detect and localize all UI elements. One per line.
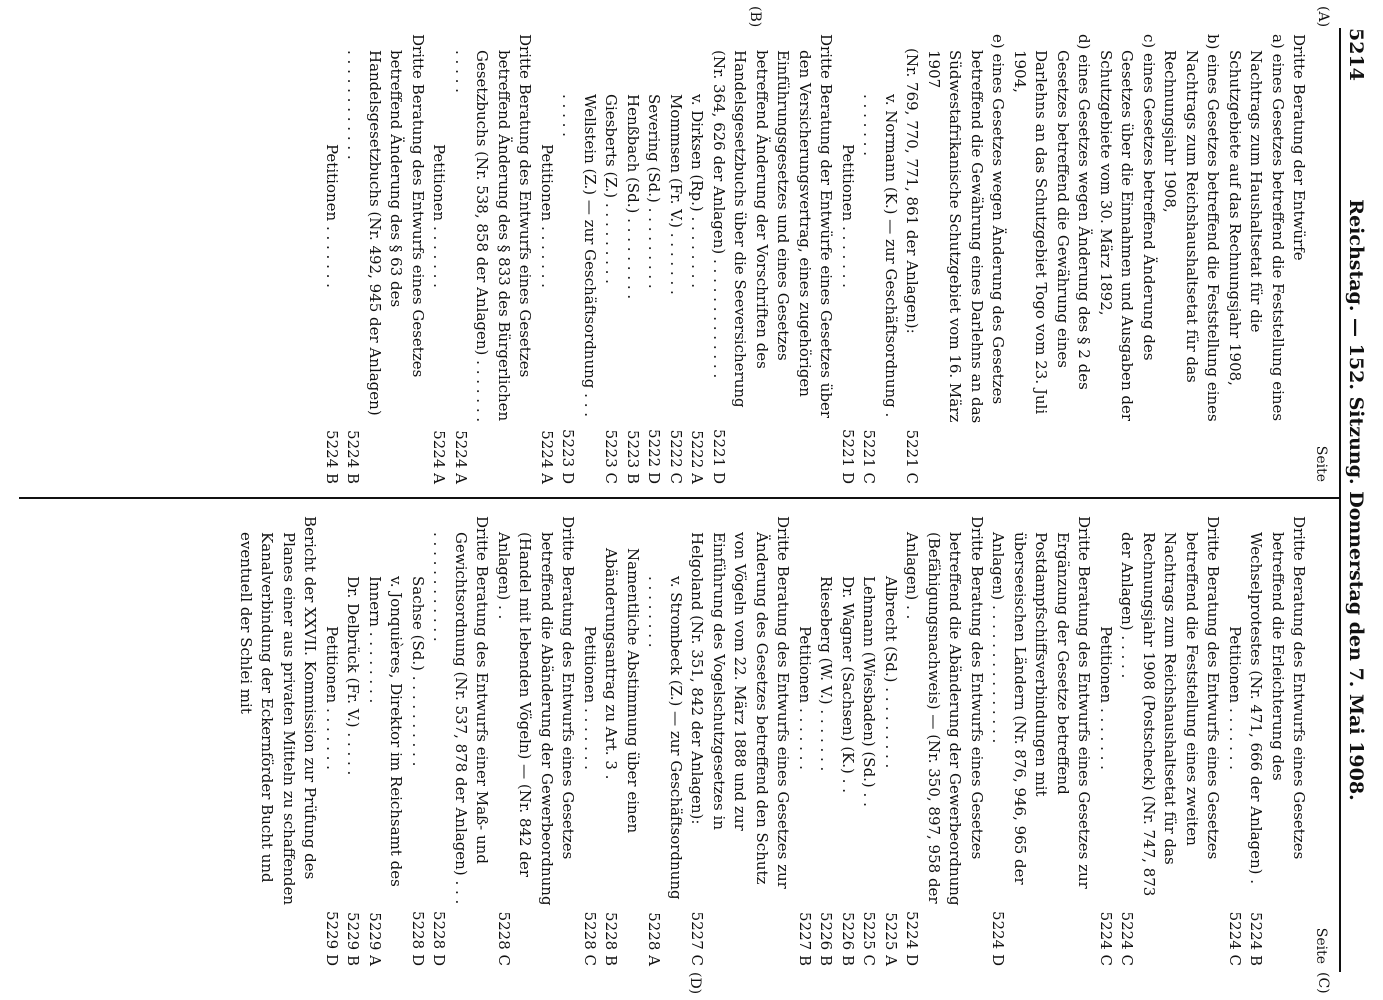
toc-entry-text: Dritte Beratung des Entwurfs eines Gesetzes betreffend die Abänderung der Gewerbeordnung (Handel mit lebenden Vögeln) — (Nr. 842 der Anlagen) . . bbox=[495, 516, 578, 906]
toc-entry-text: Petitionen . . . . . . . bbox=[323, 626, 341, 770]
toc-entry-text: d) eines Gesetzes wegen Änderung des § 2 des Gesetzes betreffend die Gewährung eines Darlehns an das Schutzgebiet Togo vom 23. Juli 1904, bbox=[1011, 34, 1094, 415]
toc-entry bbox=[880, 516, 902, 966]
margin-letter-b: (B) bbox=[747, 6, 763, 28]
toc-entry bbox=[622, 34, 644, 484]
toc-entry bbox=[536, 34, 558, 484]
toc-entry-text: Petitionen . . . . . . . bbox=[796, 626, 814, 770]
toc-entry bbox=[643, 34, 665, 484]
toc-entry-text: Dritte Beratung des Entwurfs eines Gesetzes zur Ergänzung der Gesetze betreffend Postdampfschiffsverbindungen mit überseeischen Ländern (Nr. 876, 946, 965 der Anlagen) . . . . . . . . . . . . . . . bbox=[989, 516, 1094, 889]
right-entries bbox=[235, 516, 1310, 966]
toc-entry bbox=[815, 516, 837, 966]
toc-page-ref: 5224 A bbox=[452, 430, 470, 484]
toc-entry bbox=[837, 516, 859, 966]
toc-entry bbox=[407, 516, 429, 966]
toc-page-ref: 5224 B bbox=[1247, 912, 1266, 966]
toc-entry-text: Dritte Beratung des Entwurfs eines Gesetzes betreffend Änderung des § 63 des Handelsgesetzbuchs (Nr. 492, 945 der Anlagen) . . . . . . . . . . . . bbox=[344, 34, 427, 416]
toc-entry-text: Dritte Beratung des Entwurfs eines Gesetzes betreffend Änderung des § 833 des Bürgerlichen Gesetzbuchs (Nr. 538, 858 der Anlagen) . . . . . . . . . . . . bbox=[452, 34, 535, 423]
margin-letter-d: (D) bbox=[687, 972, 703, 995]
toc-entry-text: Lehmann (Wiesbaden) (Sd.) . . bbox=[860, 576, 879, 807]
toc-entry bbox=[493, 516, 579, 966]
toc-entry bbox=[858, 34, 901, 484]
toc-entry-text: e) eines Gesetzes wegen Änderung des Gesetzes betreffend die Gewährung eines Darlehns an das Südwestafrikanische Schutzgebiet vom 16. März 1907 bbox=[925, 34, 1008, 424]
toc-page-ref: 5229 B bbox=[344, 912, 363, 966]
toc-entry bbox=[428, 34, 450, 484]
left-entries bbox=[321, 34, 1310, 484]
toc-entry-text: Henßbach (Sd.) . . . . . . . . . bbox=[624, 94, 642, 300]
toc-page-ref: 5222 C bbox=[667, 429, 685, 484]
toc-page-ref: 5221 C bbox=[903, 429, 922, 484]
toc-entry bbox=[1245, 516, 1310, 966]
margin-letter-a: (A) bbox=[1315, 6, 1331, 28]
toc-page-ref: 5228 D bbox=[430, 911, 449, 966]
toc-entry-text: v. Dirksen (Rp.) . . . . . . . . bbox=[688, 94, 707, 288]
toc-entry-text: Dritte Beratung der Entwürfe bbox=[1290, 34, 1309, 261]
margin-letter-c: (C) bbox=[1315, 972, 1331, 994]
toc-entry-text: Bericht der XXVII. Kommission zur Prüfung des Planes einer aus privaten Mitteln zu schaffenden Kanalverbindung der Eckernförder Bucht und eventuell der Schlei mit bbox=[237, 516, 320, 906]
toc-page-ref: 5228 C bbox=[581, 911, 599, 966]
toc-entry-text: Petitionen . . . . . . . bbox=[1097, 626, 1115, 770]
toc-entry-text: Petitionen . . . . . . . bbox=[430, 144, 449, 288]
toc-page-ref: 5228 B bbox=[602, 912, 621, 966]
toc-page-ref: 5221 D bbox=[710, 429, 728, 484]
toc-entry-text: Dritte Beratung des Entwurfs einer Maß- und Gewichtsordnung (Nr. 537, 878 der Anlagen) . . . . . . . . . . . . . . . bbox=[430, 516, 492, 905]
toc-entry-text: Sachse (Sd.) . . . . . . . . . . bbox=[409, 576, 427, 767]
toc-entry-text: Petitionen . . . . . . . bbox=[323, 144, 341, 288]
toc-entry bbox=[1224, 34, 1289, 484]
toc-entry bbox=[1009, 34, 1095, 484]
toc-entry-text: b) eines Gesetzes betreffend die Feststellung eines Nachtrags zum Reichshaushaltsetat für das Rechnungsjahr 1908, bbox=[1161, 34, 1223, 422]
toc-page-ref: 5229 A bbox=[366, 912, 384, 966]
seite-label: Seite bbox=[1313, 927, 1329, 964]
toc-entry bbox=[579, 516, 601, 966]
toc-page-ref: 5225 A bbox=[882, 912, 900, 966]
toc-entry bbox=[342, 34, 428, 484]
toc-entry bbox=[1095, 516, 1117, 966]
toc-entry bbox=[708, 34, 837, 484]
toc-entry-text: Mommsen (Fr. V.) . . . . . . . bbox=[667, 94, 685, 295]
toc-entry bbox=[600, 516, 643, 966]
toc-page-ref: 5224 A bbox=[430, 430, 449, 484]
toc-entry bbox=[643, 516, 686, 966]
digitization-note bbox=[1356, 0, 1383, 1000]
toc-entry-text: v. Strombeck (Z.) — zur Geschäftsordnung . . . . . . . . bbox=[645, 576, 685, 900]
toc-page-ref: 5224 C bbox=[1226, 911, 1244, 966]
toc-entry-text: Dritte Beratung des Entwurfs eines Gesetzes zur Änderung des Gesetzes betreffend den Schutz von Vögeln vom 22. März 1888 und zur Einführung des Vogelschutzgesetzes in Helgoland (Nr. 351, 842 der Anlagen): bbox=[688, 516, 793, 889]
page-number: 5214 bbox=[1345, 28, 1367, 81]
running-head-title: Reichstag. — 152. Sitzung. Donnerstag den 7. Mai 1908. bbox=[1345, 199, 1367, 801]
toc-entry bbox=[450, 34, 536, 484]
toc-page-ref: 5223 B bbox=[624, 430, 642, 484]
toc-page-ref: 5221 D bbox=[839, 429, 857, 484]
toc-entry-text: Dritte Beratung des Entwurfs eines Gesetzes betreffend die Erleichterung des Wechselprotestes (Nr. 471, 666 der Anlagen) . bbox=[1247, 516, 1309, 885]
toc-entry bbox=[321, 516, 343, 966]
toc-page-ref: 5227 B bbox=[796, 912, 814, 966]
toc-page-ref: 5224 D bbox=[989, 911, 1008, 966]
toc-entry-text: a) eines Gesetzes betreffend die Feststellung eines Nachtrags zum Haushaltsetat für die Schutzgebiete auf das Rechnungsjahr 1908, bbox=[1226, 34, 1287, 422]
toc-entry-text: Petitionen . . . . . . . bbox=[538, 144, 556, 288]
toc-entry-text: Dritte Beratung des Entwurfs eines Gesetzes betreffend die Feststellung eines zweiten Nachtrags zum Reichshaushaltsetat für das Rechnungsjahr 1908 (Postscheck) (Nr. 747, 873 der Anlagen) . . . . . bbox=[1118, 516, 1223, 897]
right-column bbox=[21, 516, 1331, 966]
toc-page-ref: 5224 D bbox=[903, 911, 922, 966]
toc-entry bbox=[1095, 34, 1160, 484]
toc-entry bbox=[428, 516, 493, 966]
toc-entry-text: Dritte Beratung des Entwurfs eines Gesetzes betreffend die Abänderung der Gewerbeordnung (Befähigungsnachweis) — (Nr. 350, 897, 958 der Anlagen) . . bbox=[903, 516, 986, 906]
toc-entry bbox=[858, 516, 880, 966]
toc-entry bbox=[794, 516, 816, 966]
toc-entry-text: Dr. Wagner (Sachsen) (K.) . . bbox=[839, 576, 857, 793]
toc-entry bbox=[837, 34, 859, 484]
toc-entry bbox=[1159, 34, 1224, 484]
toc-entry bbox=[686, 516, 794, 966]
toc-entry bbox=[901, 34, 923, 484]
toc-entry bbox=[235, 516, 321, 966]
toc-page-ref: 5224 B bbox=[344, 430, 363, 484]
toc-page-ref: 5226 B bbox=[839, 912, 857, 966]
toc-page-ref: 5228 A bbox=[645, 912, 664, 966]
toc-page-ref: 5225 C bbox=[860, 911, 879, 966]
toc-page-ref: 5222 D bbox=[645, 429, 664, 484]
seite-label: Seite bbox=[1313, 445, 1329, 482]
toc-entry-text: Albrecht (Sd.) . . . . . . . . . bbox=[882, 576, 900, 769]
toc-entry-text: Dritte Beratung der Entwürfe eines Gesetzes über den Versicherungsvertrag, eines zugehörigen Einführungsgesetzes und eines Gesetzes betreffend Änderung der Vorschriften des Handelsgesetzbuchs über die Seeversicherung (Nr. 364, 626 der Anlagen) . . . . . . . . . . . . . bbox=[710, 34, 836, 419]
toc-entry-text: Petitionen . . . . . . . bbox=[839, 144, 857, 288]
toc-entry-text: Petitionen . . . . . . . bbox=[1226, 626, 1244, 770]
toc-entry-text: Giesberts (Z.) . . . . . . . . . bbox=[602, 94, 621, 284]
toc-entry bbox=[342, 516, 364, 966]
toc-page-ref: 5223 D bbox=[559, 429, 578, 484]
toc-entry bbox=[923, 34, 1009, 484]
toc-page-ref: 5229 D bbox=[323, 911, 341, 966]
toc-entry bbox=[686, 34, 708, 484]
toc-entry-text: c) eines Gesetzes betreffend Änderung des Gesetzes über die Einnahmen und Ausgaben der Schutzgebiete vom 30. März 1892, bbox=[1097, 34, 1158, 422]
toc-entry-text: v. Jonquières, Direktor im Reichsamt des Innern . . . . . . . . bbox=[366, 576, 406, 887]
toc-entry bbox=[665, 34, 687, 484]
toc-page-ref: 5228 C bbox=[495, 911, 513, 966]
toc-entry-text: Namentliche Abstimmung über einen Abänderungsantrag zu Art. 3 . bbox=[602, 548, 642, 834]
toc-entry-text: Dr. Delbrück (Fr. V.) . . . . . bbox=[344, 576, 363, 776]
toc-entry-text: Severing (Sd.) . . . . . . . . . bbox=[645, 94, 664, 289]
toc-entry bbox=[1224, 516, 1246, 966]
toc-page-ref: 5226 B bbox=[817, 912, 836, 966]
toc-entry-text: Petitionen . . . . . . . bbox=[581, 626, 599, 770]
toc-entry bbox=[364, 516, 407, 966]
toc-entry-text: (Nr. 769, 770, 771, 861 der Anlagen): bbox=[903, 48, 922, 334]
toc-entry bbox=[987, 516, 1095, 966]
toc-entry bbox=[1288, 34, 1310, 484]
toc-page-ref: 5228 D bbox=[409, 911, 427, 966]
toc-entry bbox=[1116, 516, 1224, 966]
header-rule bbox=[1339, 28, 1341, 972]
toc-entry-text: v. Normann (K.) — zur Geschäftsordnung . . . . . . . . bbox=[860, 94, 900, 418]
toc-entry-text: Rieseberg (W. V.) . . . . . . . bbox=[817, 576, 836, 772]
toc-page-ref: 5224 C bbox=[1097, 911, 1115, 966]
toc-page-ref: 5223 C bbox=[602, 429, 621, 484]
column-divider bbox=[19, 497, 1339, 499]
left-column bbox=[21, 34, 1331, 484]
toc-entry bbox=[321, 34, 343, 484]
toc-page-ref: 5227 C bbox=[688, 911, 707, 966]
toc-page-ref: 5224 C bbox=[1118, 911, 1137, 966]
toc-entry-text: Wellstein (Z.) — zur Geschäftsordnung . . . . . . . . bbox=[559, 94, 599, 417]
toc-entry bbox=[600, 34, 622, 484]
toc-page-ref: 5221 C bbox=[860, 429, 879, 484]
toc-page-ref: 5222 A bbox=[688, 430, 707, 484]
toc-page-ref: 5224 A bbox=[538, 430, 556, 484]
toc-page-ref: 5224 B bbox=[323, 430, 341, 484]
toc-entry bbox=[557, 34, 600, 484]
toc-entry bbox=[901, 516, 987, 966]
